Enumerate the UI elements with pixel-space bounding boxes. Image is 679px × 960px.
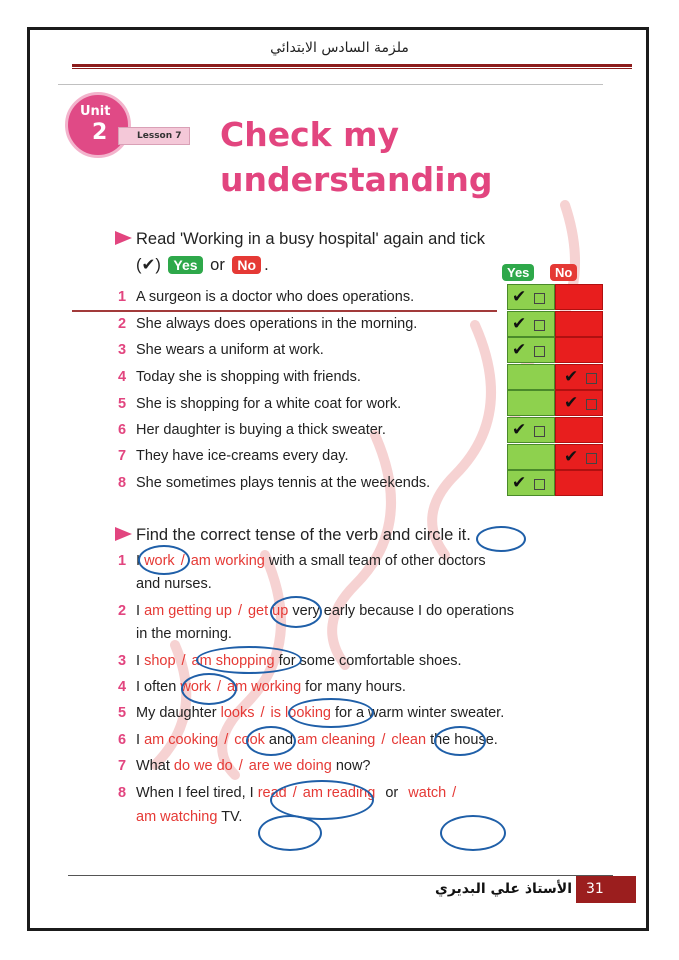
circle-word: circle [414,526,454,544]
item-number: 1 [118,553,127,569]
unit-number: 2 [92,120,108,145]
item-text: I [136,553,141,569]
verb-item-7: 7 What do we do / are we doing now? [118,755,371,778]
item-number: 6 [118,422,127,438]
tick-cell-yes[interactable] [507,364,555,390]
check-icon: ✔ [512,287,527,307]
verb-item-1: 1 I work / am working with a small team of other doctors [118,550,486,573]
ink-circle [476,526,526,552]
item-text: now? [335,758,371,774]
tick-cell-no[interactable] [555,337,603,363]
or-word: or [210,256,225,274]
header-title: ملزمة السادس الابتدائي [270,40,409,56]
statement-text: They have ice-creams every day. [136,448,349,464]
verb-option[interactable]: looks [220,705,255,721]
handwritten-underline [72,310,497,312]
check-icon: ✔ [512,313,527,334]
tick-cell-no[interactable] [555,284,603,310]
verb-option[interactable]: clean [391,732,427,748]
section2-instruction-end: it. [457,526,471,544]
tick-cell-yes[interactable] [507,311,555,337]
statement-text: Her daughter is buying a thick sweater. [136,422,386,438]
verb-option[interactable]: work [180,679,211,695]
statement-text: She sometimes plays tennis at the weekends. [136,475,431,491]
ink-circle [270,596,322,628]
section1-instruction-text: Read 'Working in a busy hospital' again and tick [136,230,486,248]
item-text: in the morning. [136,626,232,642]
item-number: 4 [118,369,127,385]
item-text: for many hours. [305,679,406,695]
verb-item-8-cont [118,806,242,829]
item-number: 6 [118,732,127,748]
checkbox-icon [534,346,545,357]
verb-item-1-cont [118,573,212,596]
verb-option[interactable]: do we do [173,758,233,774]
checkbox-icon [534,426,545,437]
item-number: 3 [118,653,127,669]
item-number: 7 [118,448,127,464]
period: . [264,256,269,274]
tick-cell-no[interactable] [555,417,603,443]
verb-item-3: 3 I shop / am shopping for some comfortable shoes. [118,650,462,673]
item-number: 2 [118,316,127,332]
checkbox-icon [586,453,597,464]
verb-option[interactable]: am reading [302,785,376,801]
section1-instruction [115,230,485,249]
item-text: I [136,732,141,748]
section1-instruction-line2 [136,255,269,275]
verb-option[interactable]: am working [190,553,265,569]
statement-6 [118,422,386,438]
column-yes-header: Yes [502,264,534,281]
check-icon: ✔ [564,366,579,387]
checkbox-icon [586,399,597,410]
item-number: 5 [118,396,127,412]
statement-text: She is shopping for a white coat for work. [136,396,402,412]
item-number: 8 [118,475,127,491]
checkbox-icon [534,479,545,490]
page-title [220,112,550,202]
item-text: and [268,732,294,748]
verb-item-6: 6 I am cooking / cook and am cleaning / clean the house. [118,729,498,752]
page-title-line1: Check my [220,115,399,154]
item-text: I [136,603,141,619]
check-icon: ✔ [512,340,527,361]
statement-4 [118,369,361,385]
tick-cell-no[interactable] [555,470,603,496]
ink-circle [138,545,190,575]
item-text: I [136,653,141,669]
section2-instruction-text: Find the correct tense of the verb and [136,526,411,544]
tick-cell-yes[interactable] [507,470,555,496]
ink-circle [246,726,296,756]
checkbox-icon [534,320,545,331]
author-name: الأستاذ علي البديري [435,881,572,897]
item-text: and nurses. [136,576,212,592]
item-number: 1 [118,289,127,305]
lesson-tag: Lesson 7 [118,127,190,145]
item-number: 2 [118,603,127,619]
tick-cell-yes[interactable] [507,284,555,310]
verb-item-5: 5 My daughter looks / is looking for a warm winter sweater. [118,702,504,725]
tick-cell-yes[interactable] [507,390,555,416]
check-icon: ✔ [512,420,527,440]
item-number: 5 [118,705,127,721]
statement-3 [118,342,324,358]
ink-circle [434,726,486,756]
statement-7 [118,448,348,464]
page-title-line2: understanding [220,160,493,199]
header-rule [72,64,632,67]
item-text: with a small team of other doctors [268,553,486,569]
statement-8 [118,475,430,491]
verb-option[interactable]: is looking [270,705,331,721]
verb-option[interactable]: read [257,785,287,801]
tick-cell-yes[interactable] [507,417,555,443]
verb-item-2: 2 I am getting up / get up very early because I do operations [118,600,514,623]
tick-cell-no[interactable] [555,311,603,337]
check-icon: ✔ [564,393,579,414]
verb-option[interactable]: work [144,553,175,569]
item-text: or [385,785,399,801]
page-number: 31 [576,876,636,903]
ink-circle [288,698,374,728]
verb-option[interactable]: watch [408,785,447,801]
verb-option[interactable]: am cooking [144,732,219,748]
header-rule-thin [72,68,632,69]
verb-option[interactable]: am cleaning [297,732,376,748]
item-number: 4 [118,679,127,695]
verb-option[interactable]: shop [144,653,176,669]
tick-symbol: (✔) [136,256,161,274]
unit-label: Unit [80,104,111,119]
verb-item-8: 8 When I feel tired, I read / am reading or watch / [118,782,462,805]
item-text: very early because I do operations [292,603,514,619]
tick-cell-no[interactable] [555,444,603,470]
item-text: for some comfortable shoes. [278,653,462,669]
footer-rule [68,875,613,876]
verb-option[interactable]: get up [247,603,289,619]
ink-circle [258,815,322,851]
verb-option[interactable]: are we doing [248,758,332,774]
verb-item-2-cont [118,623,232,646]
statement-text: She wears a uniform at work. [136,342,324,358]
item-text: for a warm winter sweater. [335,705,505,721]
tick-cell-yes[interactable] [507,337,555,363]
check-icon: ✔ [564,446,579,467]
item-text: the house. [430,732,498,748]
item-text: I often [136,679,177,695]
check-icon: ✔ [512,473,527,494]
tick-cell-no[interactable] [555,390,603,416]
ink-circle [440,815,506,851]
verb-option[interactable]: cook [234,732,265,748]
statement-text: Today she is shopping with friends. [136,369,361,385]
verb-option[interactable]: am watching [136,809,218,825]
verb-option[interactable]: am shopping [191,653,275,669]
no-badge: No [232,256,261,274]
tick-cell-no[interactable] [555,364,603,390]
verb-option[interactable]: am getting up [144,603,232,619]
ink-circle [270,780,374,820]
ink-circle [196,646,302,674]
tick-cell-yes[interactable] [507,444,555,470]
statement-2 [118,316,417,332]
statement-5 [118,396,401,412]
yes-badge: Yes [168,256,202,274]
item-number: 8 [118,785,127,801]
pointer-triangle-icon [115,231,132,245]
item-number: 3 [118,342,127,358]
section2-instruction [115,526,471,545]
checkbox-icon [586,373,597,384]
item-text: What [136,758,170,774]
item-number: 7 [118,758,127,774]
divider [58,84,603,85]
item-text: My daughter [136,705,217,721]
pointer-triangle-icon [115,527,132,541]
verb-item-4: 4 I often work / am working for many hours. [118,676,406,699]
statement-text: She always does operations in the morning. [136,316,418,332]
checkbox-icon [534,293,545,304]
item-text: When I feel tired, I [136,785,254,801]
column-no-header: No [550,264,577,281]
statement-text: A surgeon is a doctor who does operations. [136,289,415,305]
item-text: TV. [221,809,243,825]
verb-option[interactable]: am working [227,679,302,695]
ink-circle [181,673,237,705]
statement-1 [118,289,414,305]
